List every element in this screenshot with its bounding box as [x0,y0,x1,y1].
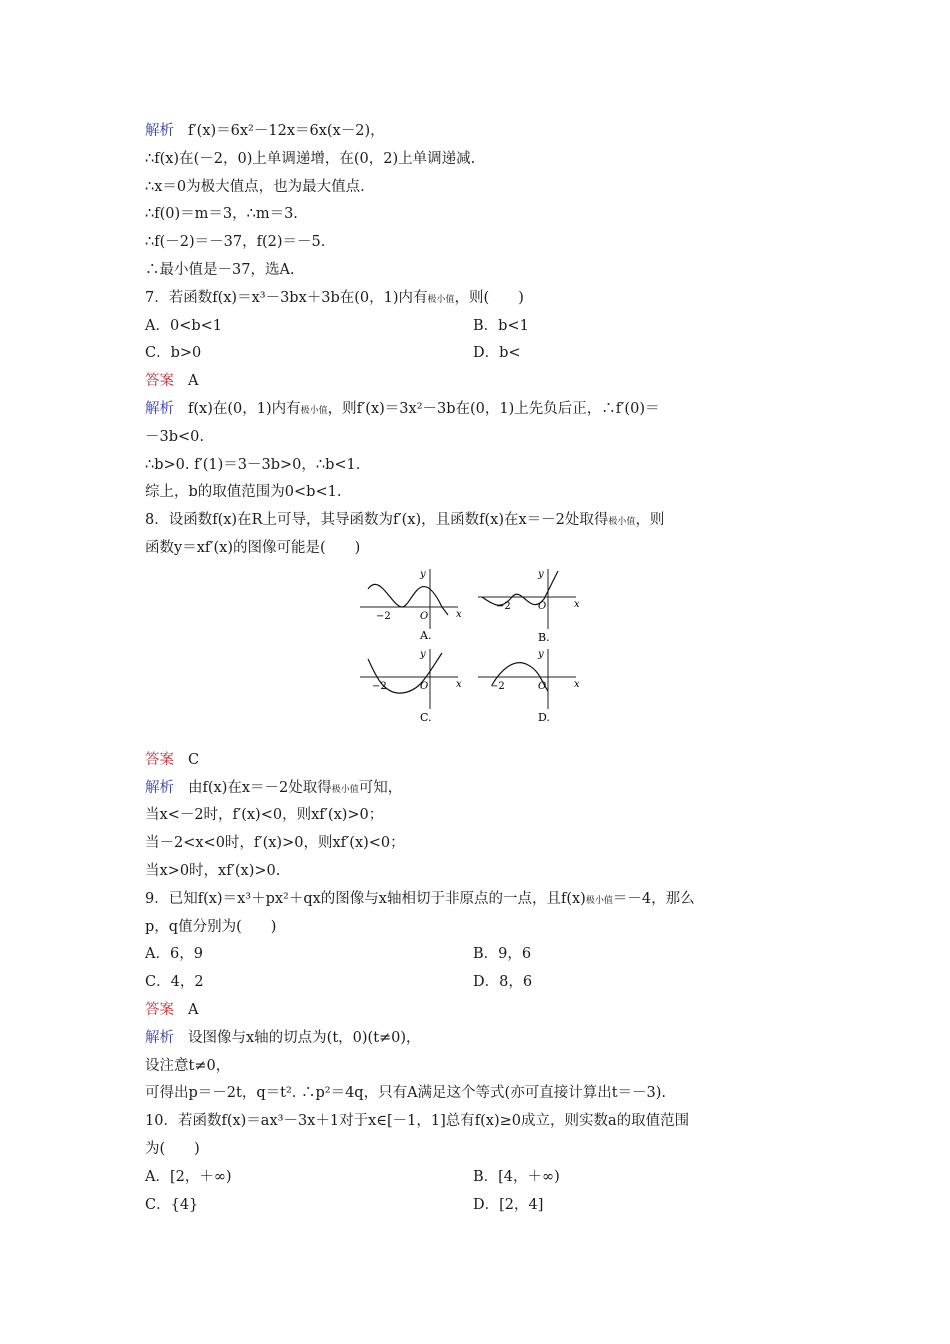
line-text: 函数y＝xf′(x)的图像可能是( ) [145,539,361,556]
text-line [145,802,815,830]
line-text: C [188,751,200,768]
text-line [145,775,815,803]
answer-tag: 答案 [145,751,174,768]
answer-option: B．9，6 [473,946,532,963]
answer-option: C．b>0 [145,345,202,362]
subscript-min-value: 极小值 [300,405,328,416]
line-text: 7．若函数f(x)＝x³－3bx＋3b在(0，1)内有极小值，则( ) [145,289,524,306]
y-axis-label: y [420,568,426,580]
neg-two-label: −2 [372,680,387,692]
y-axis-label: y [420,648,426,660]
answer-option: C．{4} [145,1196,199,1213]
line-text: 设图像与x轴的切点为(t，0)(t≠0)， [188,1029,421,1046]
line-text: 10．若函数f(x)＝ax³－3x＋1对于x∈[－1，1]总有f(x)≥0成立，则实数a的取值范围 [145,1113,690,1130]
answer-option: B．b<1 [473,317,529,334]
text-line [145,507,815,535]
text-line [145,396,815,424]
line-text: 当x<－2时，f′(x)<0，则xf′(x)>0； [145,807,384,824]
analysis-tag: 解析 [145,779,174,796]
subscript-min-value: 极小值 [608,517,636,528]
answer-option: A．[2，＋∞) [145,1168,232,1185]
x-axis-label: x [456,608,462,620]
analysis-tag: 解析 [145,123,174,139]
line-text: f(x)在(0，1)内有极小值，则f′(x)＝3x²－3b在(0，1)上先负后正，∴f′(0)＝ [188,400,660,417]
graph-panel-a [360,569,462,642]
line-text: A [188,373,199,390]
line-text: －3b<0. [145,428,204,445]
text-line [145,1108,815,1136]
y-axis-label: y [538,568,544,580]
line-text: 8．设函数f(x)在R上可导，其导函数为f′(x)，且函数f(x)在x＝－2处取得极小值，则 [145,512,665,529]
origin-label: O [420,680,429,692]
text-line [145,1192,815,1220]
text-line [145,285,815,313]
answer-graphs-figure [360,567,600,743]
neg-two-label: −2 [376,610,391,622]
document-body [145,118,815,1219]
origin-label: O [538,680,547,692]
text-line [145,479,815,507]
text-line [145,452,815,480]
text-line [145,201,815,229]
text-line [145,858,815,886]
text-line [145,174,815,202]
analysis-tag: 解析 [145,1029,174,1046]
graph-panel-d [478,649,580,724]
text-line [145,830,815,858]
text-line [145,1080,815,1108]
line-text: 可得出p＝－2t，q＝t². ∴p²＝4q，只有A满足这个等式(亦可直接计算出t＝－3). [145,1085,667,1102]
x-axis-label: x [456,678,462,690]
text-line [145,969,815,997]
answer-option: D．8，6 [473,974,533,991]
answer-tag: 答案 [145,373,174,390]
function-curve [482,568,558,605]
text-line [145,747,815,775]
text-line [145,257,815,285]
text-line [145,914,815,942]
neg-two-label: −2 [490,680,505,692]
neg-two-label: −2 [496,600,511,612]
line-text: 综上，b的取值范围为0<b<1. [145,484,342,501]
text-line [145,1164,815,1192]
line-text: 为( ) [145,1140,200,1157]
line-text: 当x>0时，xf′(x)>0. [145,862,281,879]
text-line [145,229,815,257]
answer-option: B．[4，＋∞) [473,1168,560,1185]
text-line [145,1053,815,1081]
text-line [145,313,815,341]
x-axis-label: x [574,598,580,610]
line-text: ∴x＝0为极大值点，也为最大值点. [145,178,365,195]
graph-caption: B. [538,630,550,644]
graph-caption: A. [420,628,432,642]
subscript-min-value: 极小值 [585,895,613,906]
text-line [145,941,815,969]
line-text: 设注意t≠0， [145,1057,231,1074]
question-8-figure [145,563,815,747]
text-line [145,886,815,914]
graph-panel-c [360,649,462,724]
text-line [145,424,815,452]
answer-option: A．6，9 [145,946,203,963]
answer-option: A．0<b<1 [145,317,223,334]
text-line [145,535,815,563]
line-text: f′(x)＝6x²－12x＝6x(x－2)， [188,123,385,139]
graph-caption: D. [538,710,550,724]
line-text: ∴最小值是－37，选A. [145,261,295,278]
text-lines [145,118,815,1219]
y-axis-label: y [538,648,544,660]
line-text: p，q值分别为( ) [145,918,277,935]
text-line [145,1025,815,1053]
x-axis-label: x [574,678,580,690]
graph-caption: C. [420,710,432,724]
line-text: ∴f(x)在(－2，0)上单调递增，在(0，2)上单调递减. [145,150,476,167]
text-line [145,997,815,1025]
subscript-min-value: 极小值 [331,784,359,795]
line-text: 由f(x)在x＝－2处取得极小值可知， [188,779,403,796]
origin-label: O [538,600,547,612]
answer-option: C．4，2 [145,974,204,991]
text-line [145,368,815,396]
analysis-tag: 解析 [145,400,174,417]
line-text: ∴f(0)＝m＝3，∴m＝3. [145,206,298,223]
text-line [145,340,815,368]
answer-tag: 答案 [145,1001,174,1018]
subscript-min-value: 极小值 [427,294,455,305]
graph-panel-b [478,569,580,644]
answer-option: D．[2，4] [473,1196,544,1213]
text-line [145,1136,815,1164]
origin-label: O [420,610,429,622]
text-line [145,146,815,174]
text-line [145,118,815,146]
line-text: ∴b>0. f′(1)＝3－3b>0，∴b<1. [145,456,361,473]
line-text: A [188,1001,199,1018]
line-text: 当－2<x<0时，f′(x)>0，则xf′(x)<0； [145,835,405,852]
line-text: 9．已知f(x)＝x³＋px²＋qx的图像与x轴相切于非原点的一点，且f(x)极小值＝－4，那么 [145,890,695,907]
line-text: ∴f(－2)＝－37，f(2)＝－5. [145,234,326,251]
answer-option: D．b< [473,345,521,362]
